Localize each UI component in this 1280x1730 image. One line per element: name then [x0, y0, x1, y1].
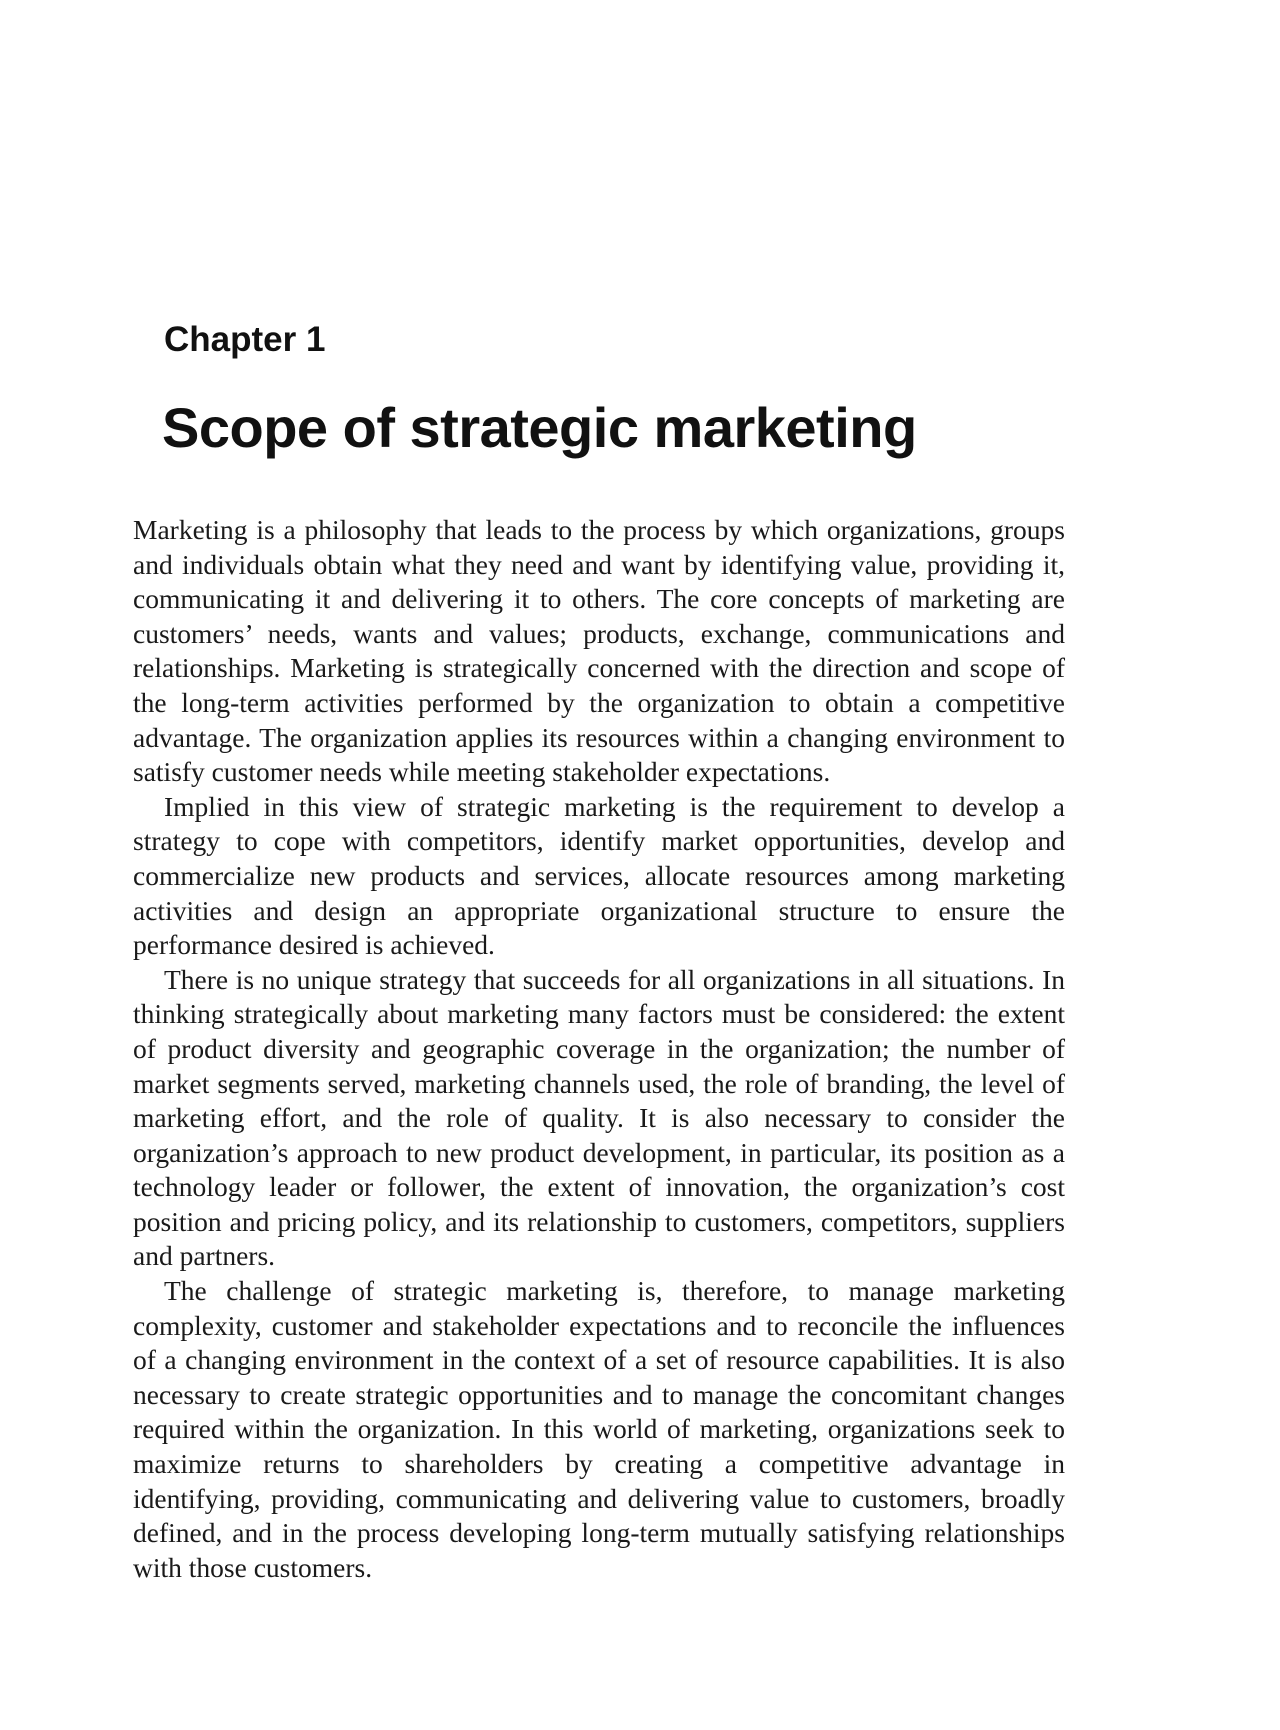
paragraph-4: The challenge of strategic marketing is, therefore, to manage marketing complexity, customer and stakeholder expectations and to reconcile the influences of a changing environment in the context of a set of resource capabilities. It is also necessary to create strategic opportunities and to manage the concomitant changes required within the organization. In this world of marketing, organizations seek to maximize returns to shareholders by creating a competitive advantage in identifying, providing, communicating and delivering value to customers, broadly defined, and in the process developing long-term mutually satisfying relationships with those customers.: [133, 1275, 1065, 1583]
body-text: [133, 513, 1065, 1585]
chapter-label: Chapter 1: [164, 320, 326, 359]
paragraph-3: There is no unique strategy that succeeds for all organizations in all situations. In thinking strategically about marketing many factors must be considered: the extent of product diversity and geographic coverage in the organization; the number of market segments served, marketing channels used, the role of branding, the level of marketing effort, and the role of quality. It is also necessary to consider the organization’s approach to new product development, in particular, its position as a technology leader or follower, the extent of innovation, the organization’s cost position and pricing policy, and its relationship to customers, competitors, suppliers and partners.: [133, 963, 1065, 1272]
chapter-title: Scope of strategic marketing: [162, 396, 917, 459]
paragraph-2: Implied in this view of strategic marketing is the requirement to develop a strategy to cope with competitors, identify market opportunities, develop and commercialize new products and services, allocate resources among marketing activities and design an appropriate organizational structure to ensure the performance desired is achieved.: [133, 790, 1065, 961]
paragraph-1: Marketing is a philosophy that leads to the process by which organizations, groups and individuals obtain what they need and want by identifying value, providing it, communicating it and delivering it to others. The core concepts of marketing are customers’ needs, wants and values; products, exchange, communications and relationships. Marketing is strategically concerned with the direction and scope of the long-term activities performed by the organization to obtain a competitive advantage. The organization applies its resources within a changing environment to satisfy customer needs while meeting stakeholder expectations.: [133, 514, 1065, 788]
